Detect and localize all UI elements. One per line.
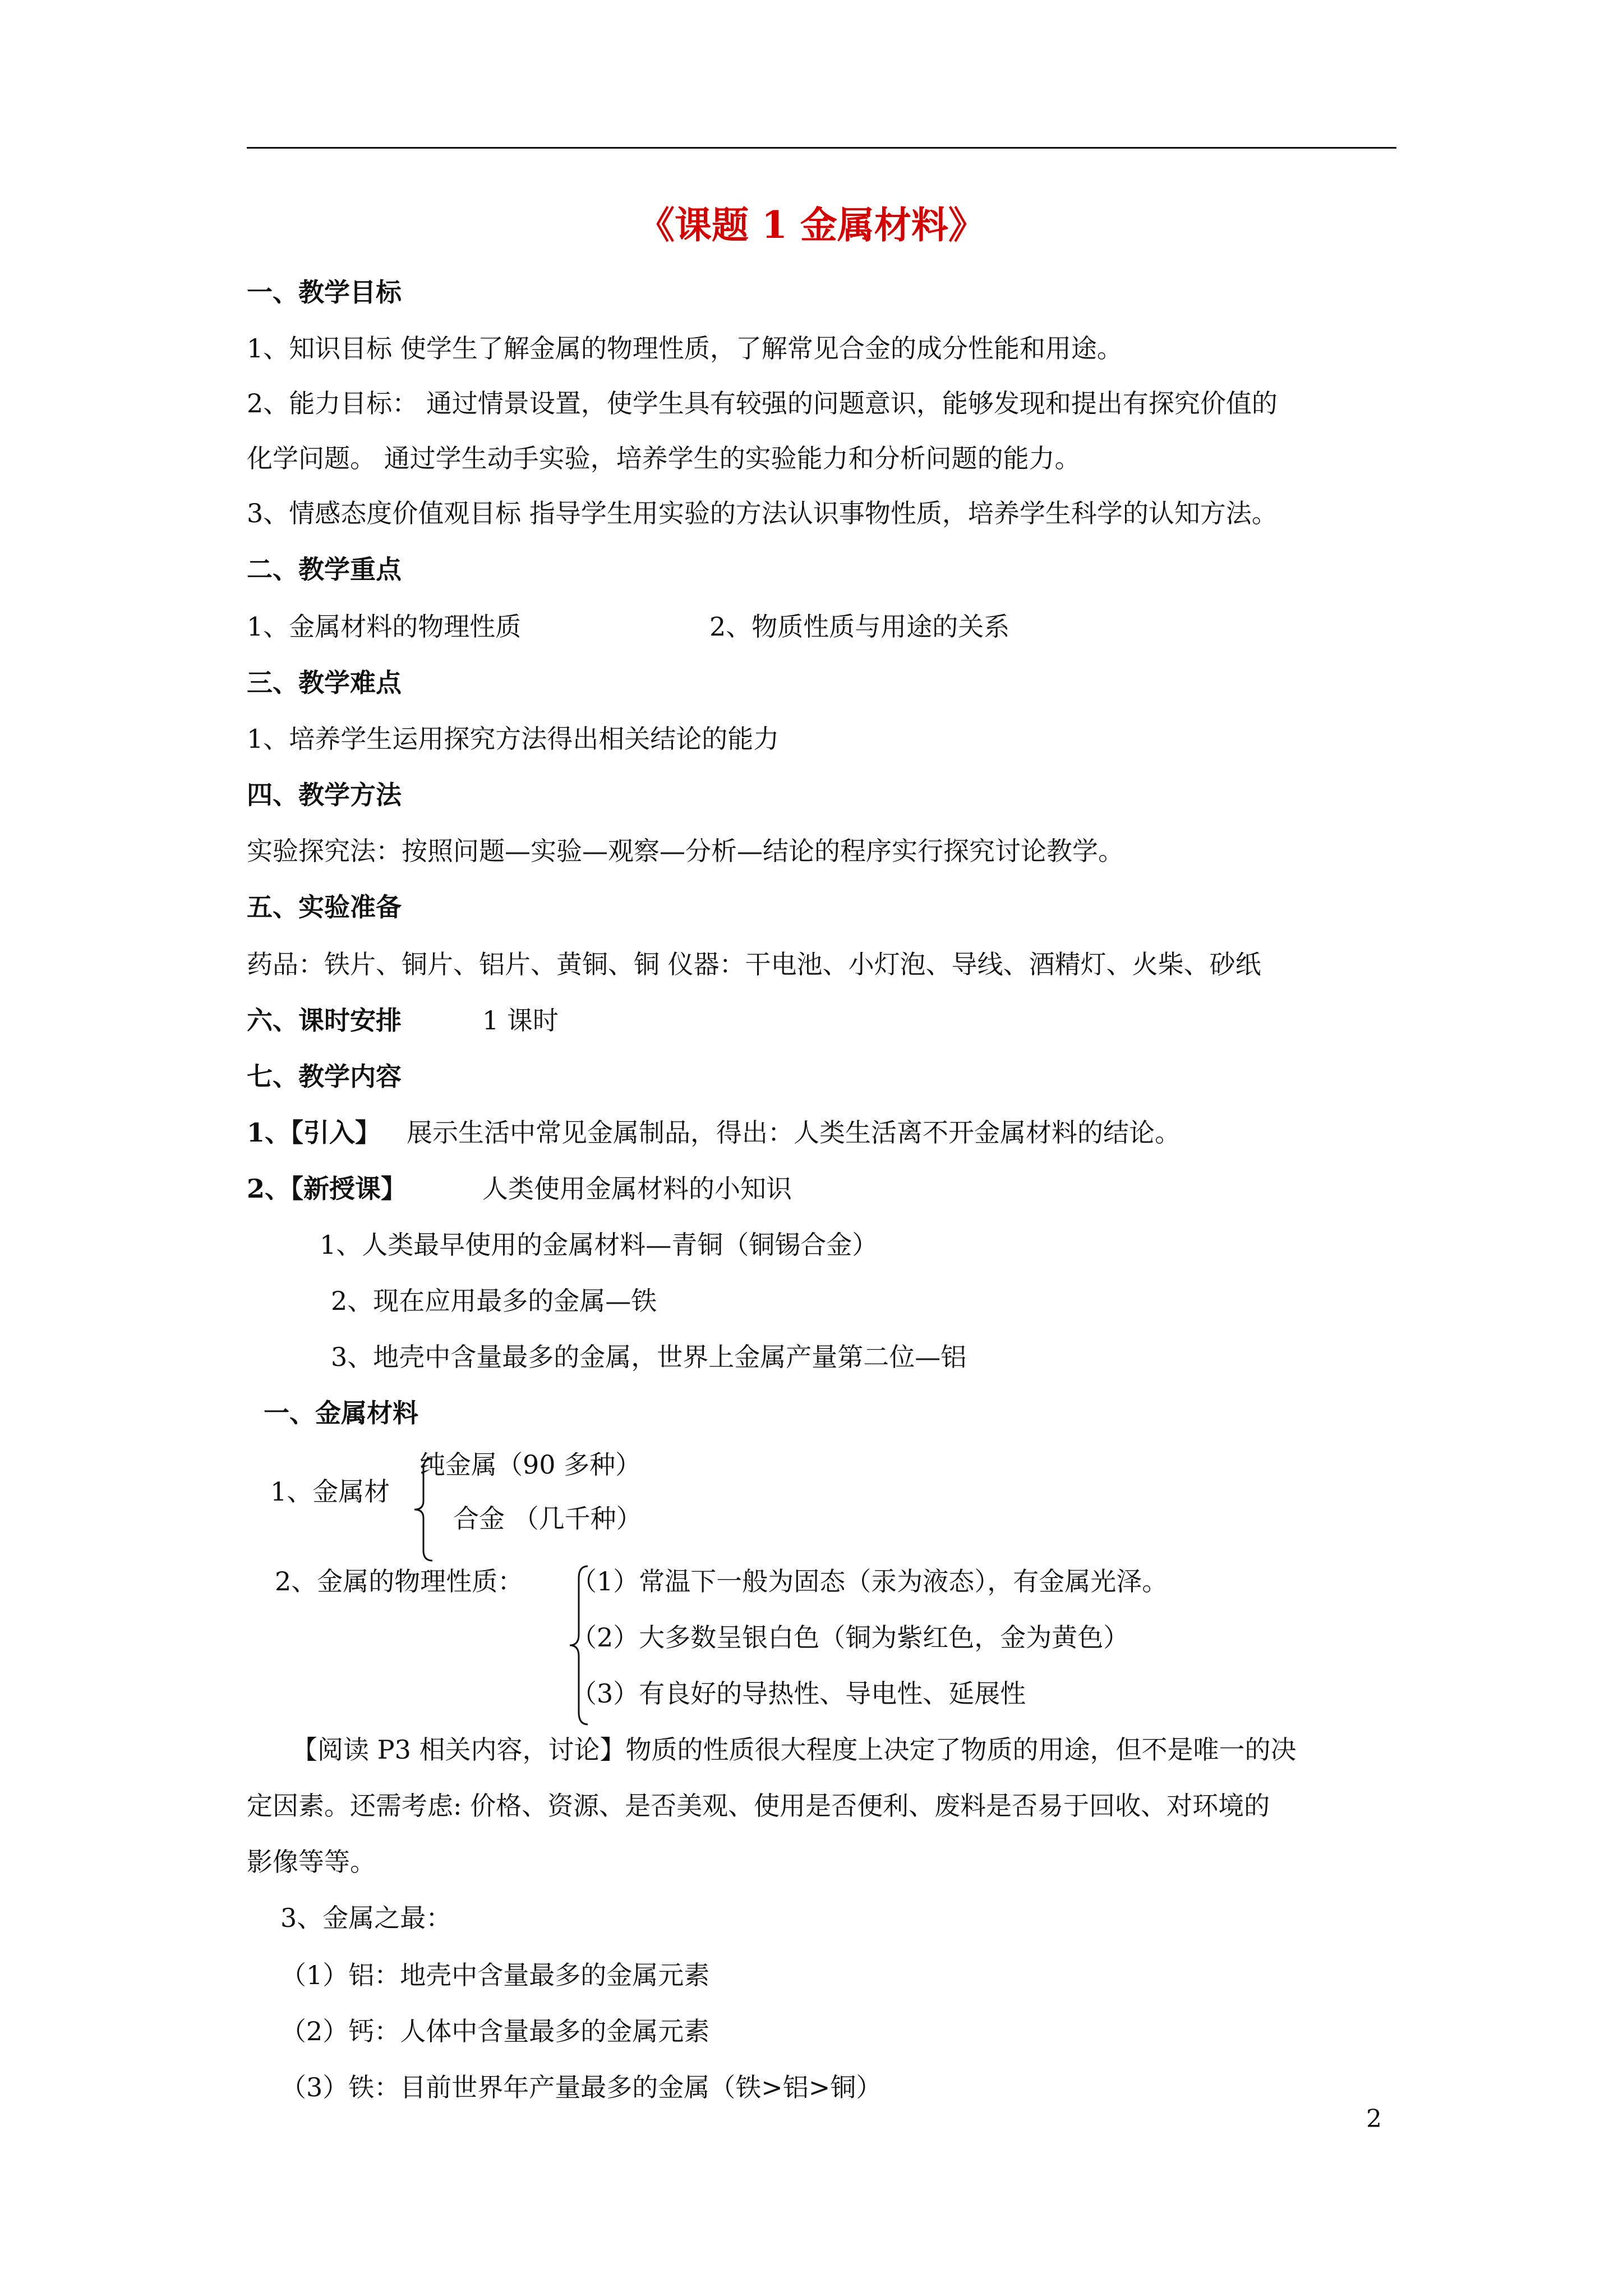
new-lesson-label: 2、【新授课】 xyxy=(247,1174,407,1204)
section-heading-difficulties: 三、教学难点 xyxy=(247,668,402,698)
knowledge-item-1: 1、人类最早使用的金属材料—青铜（铜锡合金） xyxy=(320,1230,878,1260)
new-lesson-text: 人类使用金属材料的小知识 xyxy=(482,1174,792,1204)
metal-record-2: （2）钙：人体中含量最多的金属元素 xyxy=(280,2016,710,2046)
key-point-1: 1、金属材料的物理性质 xyxy=(247,611,522,642)
knowledge-item-3: 3、地壳中含量最多的金属，世界上金属产量第二位—铝 xyxy=(331,1342,967,1372)
metal-record-1: （1）铝：地壳中含量最多的金属元素 xyxy=(280,1960,710,1990)
metals-classification-label: 1、金属材 xyxy=(270,1476,390,1507)
header-rule xyxy=(247,147,1396,149)
objective-emotion: 3、情感态度价值观目标 指导学生用实验的方法认识事物性质，培养学生科学的认知方法。 xyxy=(247,498,1278,528)
reading-line-1: 【阅读 P3 相关内容，讨论】物质的性质很大程度上决定了物质的用途，但不是唯一的决 xyxy=(292,1734,1297,1765)
metals-heading: 一、金属材料 xyxy=(264,1398,418,1428)
method-text: 实验探究法：按照问题—实验—观察—分析—结论的程序实行探究讨论教学。 xyxy=(247,836,1124,866)
pure-metals: 纯金属（90 多种） xyxy=(419,1450,642,1480)
reading-line-3: 影像等等。 xyxy=(247,1847,376,1877)
intro-text: 展示生活中常见金属制品，得出：人类生活离不开金属材料的结论。 xyxy=(407,1117,1181,1148)
section-heading-key-points: 二、教学重点 xyxy=(247,554,402,585)
reading-line-2: 定因素。还需考虑: 价格、资源、是否美观、使用是否便利、废料是否易于回收、对环境的 xyxy=(247,1791,1270,1821)
knowledge-item-2: 2、现在应用最多的金属—铁 xyxy=(331,1286,657,1316)
property-1: （1）常温下一般为固态（汞为液态），有金属光泽。 xyxy=(571,1566,1168,1596)
section-heading-schedule: 六、课时安排 xyxy=(247,1005,402,1036)
difficulty-1: 1、培养学生运用探究方法得出相关结论的能力 xyxy=(247,724,780,754)
metal-record-3: （3）铁：目前世界年产量最多的金属（铁>铝>铜） xyxy=(280,2072,882,2102)
objective-ability-cont: 化学问题。 通过学生动手实验，培养学生的实验能力和分析问题的能力。 xyxy=(247,443,1081,473)
metal-records-heading: 3、金属之最： xyxy=(280,1903,452,1933)
alloys: 合金 （几千种） xyxy=(453,1503,642,1534)
key-point-2: 2、物质性质与用途的关系 xyxy=(709,611,1010,642)
page-number: 2 xyxy=(1366,2105,1382,2133)
intro-label: 1、【引入】 xyxy=(247,1117,381,1148)
section-heading-objectives: 一、教学目标 xyxy=(247,277,402,307)
preparation-text: 药品：铁片、铜片、铝片、黄铜、铜 仪器：干电池、小灯泡、导线、酒精灯、火柴、砂纸 xyxy=(247,949,1261,979)
objective-ability: 2、能力目标： 通过情景设置，使学生具有较强的问题意识，能够发现和提出有探究价值的 xyxy=(247,388,1278,418)
property-2: （2）大多数呈银白色（铜为紫红色，金为黄色） xyxy=(571,1622,1129,1653)
section-heading-preparation: 五、实验准备 xyxy=(247,892,402,922)
objective-knowledge: 1、知识目标 使学生了解金属的物理性质，了解常见合金的成分性能和用途。 xyxy=(247,333,1123,364)
section-heading-method: 四、教学方法 xyxy=(247,780,402,810)
physical-properties-label: 2、金属的物理性质： xyxy=(275,1566,524,1596)
property-3: （3）有良好的导热性、导电性、延展性 xyxy=(571,1678,1026,1709)
schedule-value: 1 课时 xyxy=(482,1005,559,1036)
document-title: 《课题 1 金属材料》 xyxy=(638,203,985,247)
section-heading-content: 七、教学内容 xyxy=(247,1061,402,1092)
